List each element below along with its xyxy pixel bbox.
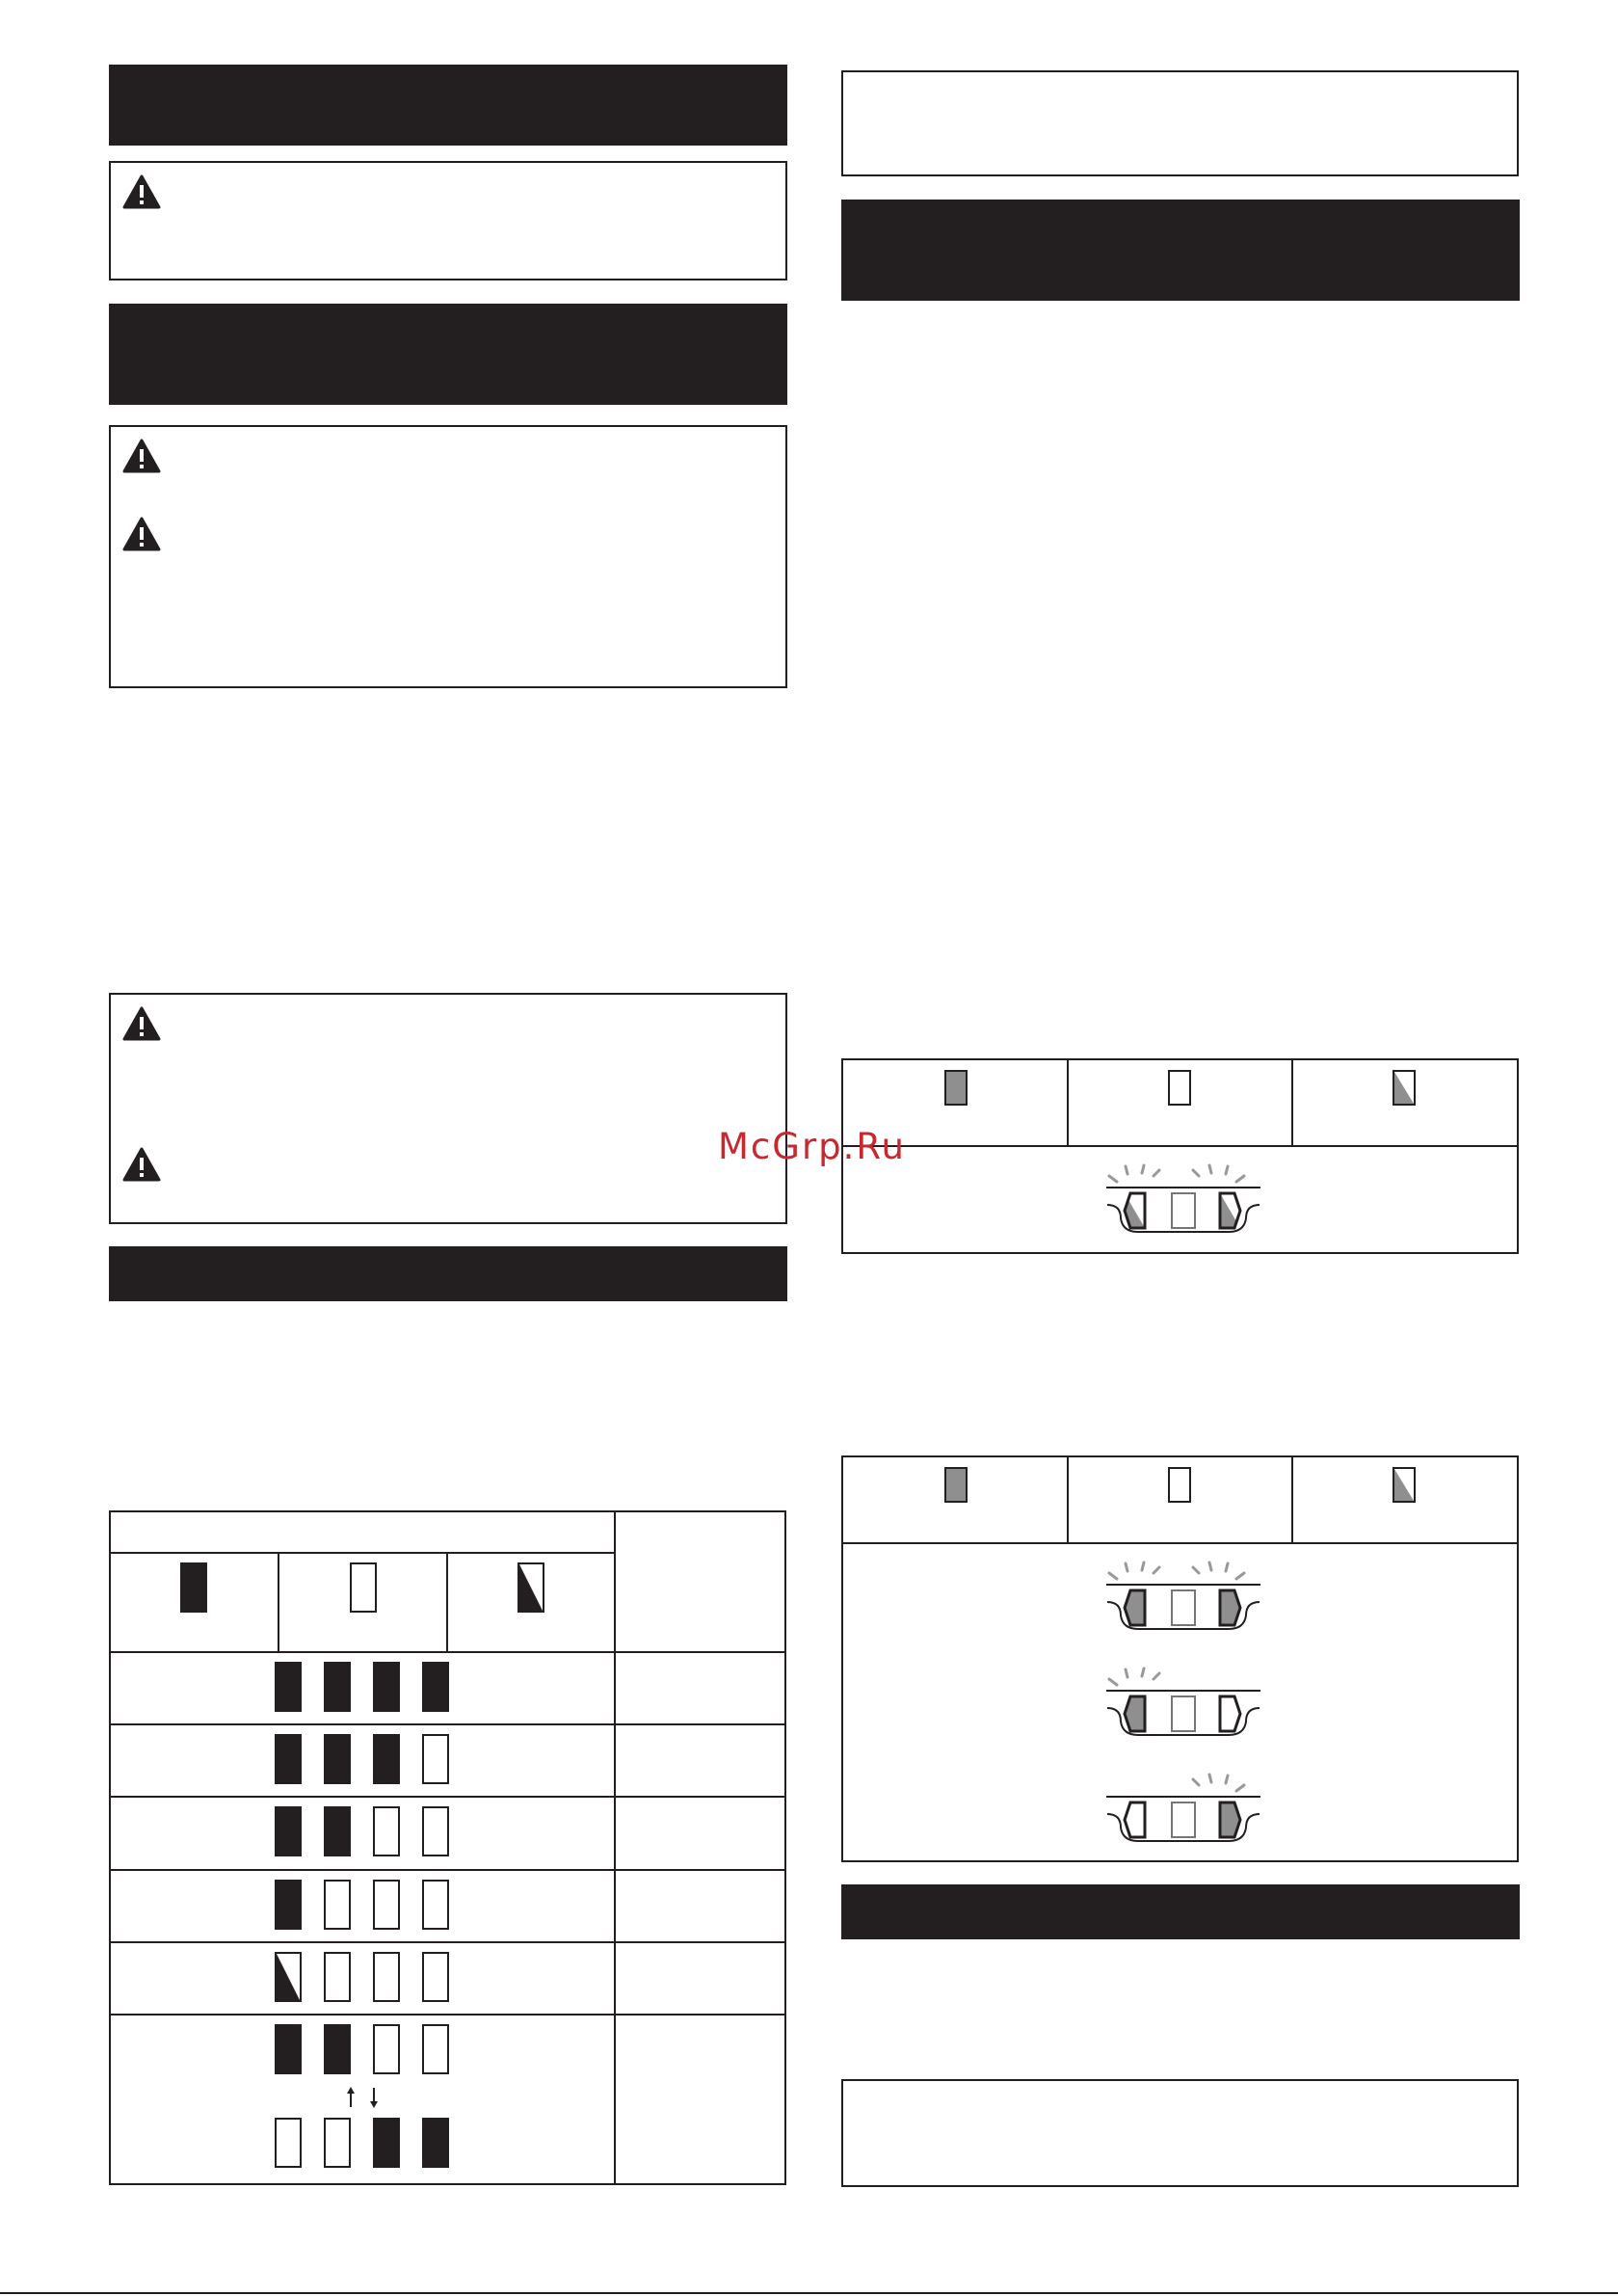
section-heading-bar-5: [841, 1884, 1520, 1939]
capacity-lamp: [324, 1734, 351, 1784]
tool-indicator-figure: [1101, 1658, 1265, 1747]
capacity-indicator-table: [109, 1510, 786, 2185]
capacity-lamp: [275, 1952, 302, 2002]
capacity-lamp: [275, 1734, 302, 1784]
section-heading-bar-1: [109, 65, 787, 146]
capacity-lamp: [373, 1880, 400, 1930]
note-box-2: [841, 2079, 1519, 2187]
warning-box-2: [109, 425, 787, 688]
arrow-down-icon: [369, 2087, 379, 2112]
warning-box-3: [109, 993, 787, 1224]
capacity-lamp: [373, 1806, 400, 1856]
capacity-lamp: [422, 1952, 449, 2002]
tool-indicator-figure: [1101, 1764, 1265, 1853]
section-heading-bar-3: [109, 1246, 787, 1301]
tool-indicator-figure: [1101, 1552, 1265, 1641]
note-box-1: [841, 70, 1519, 176]
capacity-lamp: [324, 1662, 351, 1712]
capacity-lamp: [373, 1952, 400, 2002]
capacity-lamp: [422, 2118, 449, 2168]
tool-indicator-panel-2: [841, 1455, 1519, 1862]
capacity-lamp: [373, 2118, 400, 2168]
capacity-lamp: [275, 2024, 302, 2074]
warning-box-1: [109, 161, 787, 280]
warning-icon: [122, 1147, 161, 1182]
legend-lit-indicator: [944, 1070, 968, 1106]
section-heading-bar-2: [109, 304, 787, 405]
capacity-lamp: [373, 1662, 400, 1712]
legend-blinking-indicator: [517, 1562, 544, 1613]
capacity-lamp: [324, 2024, 351, 2074]
arrow-up-icon: [346, 2087, 356, 2112]
legend-lit-indicator: [944, 1467, 968, 1503]
capacity-lamp: [422, 1880, 449, 1930]
capacity-lamp: [324, 1952, 351, 2002]
capacity-lamp: [275, 1662, 302, 1712]
legend-off-indicator: [1168, 1070, 1191, 1106]
legend-blinking-indicator: [1393, 1070, 1416, 1106]
warning-icon: [122, 517, 161, 551]
tool-indicator-panel-1: [841, 1058, 1519, 1254]
capacity-lamp: [275, 2118, 302, 2168]
capacity-lamp: [373, 2024, 400, 2074]
warning-icon: [122, 439, 161, 473]
warning-icon: [122, 1006, 161, 1041]
capacity-lamp: [422, 1806, 449, 1856]
tool-indicator-figure: [1101, 1155, 1265, 1243]
legend-lit-indicator: [180, 1562, 207, 1613]
capacity-lamp: [275, 1806, 302, 1856]
capacity-lamp: [422, 2024, 449, 2074]
capacity-lamp: [422, 1662, 449, 1712]
legend-off-indicator: [350, 1562, 377, 1613]
capacity-lamp: [324, 2118, 351, 2168]
capacity-lamp: [422, 1734, 449, 1784]
warning-icon: [122, 174, 161, 209]
capacity-lamp: [324, 1806, 351, 1856]
legend-blinking-indicator: [1393, 1467, 1416, 1503]
capacity-lamp: [373, 1734, 400, 1784]
capacity-lamp: [324, 1880, 351, 1930]
page-footer-line: [0, 2292, 1618, 2294]
section-heading-bar-4: [841, 200, 1520, 301]
capacity-lamp: [275, 1880, 302, 1930]
watermark: McGrp.Ru: [718, 1126, 906, 1167]
legend-off-indicator: [1168, 1467, 1191, 1503]
